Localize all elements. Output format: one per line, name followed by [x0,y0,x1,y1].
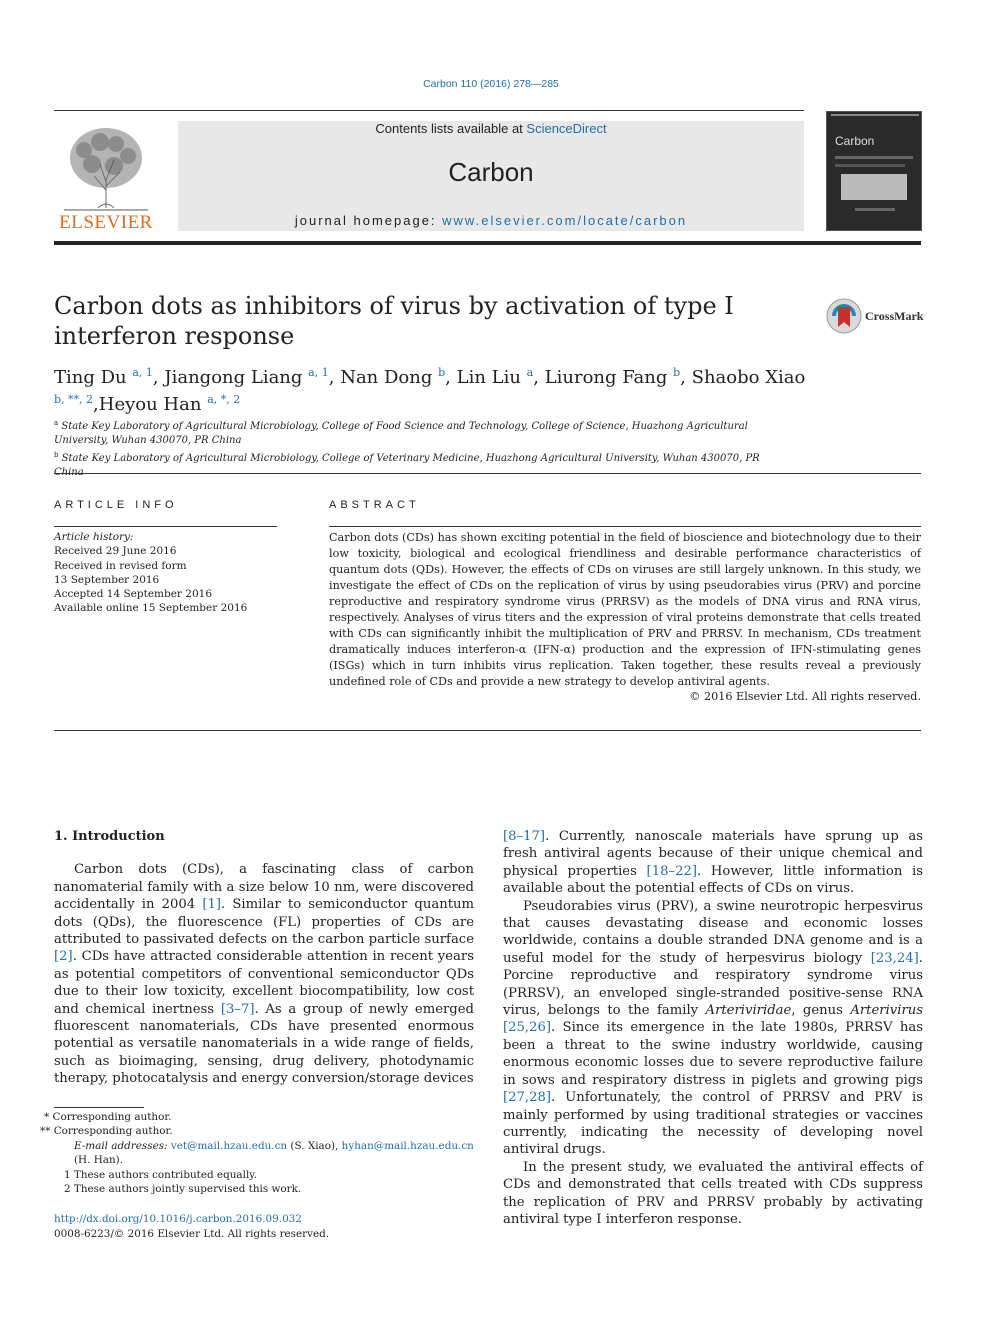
elsevier-wordmark: ELSEVIER [59,212,153,233]
history-line: 13 September 2016 [54,573,160,586]
text-run: . Porcine reproductive and respiratory syndrome virus (PRRSV), an enveloped single-stranded positive-sense RNA virus, belongs to the family [503,950,923,1019]
footnote-corresponding-1: * Corresponding author. [44,1111,172,1123]
reference-link[interactable]: [23,24] [870,950,919,966]
footnote-corresponding-2: ** Corresponding author. [40,1125,173,1138]
footnote-equal-contribution: 1 These authors contributed equally. [64,1168,258,1181]
author-separator: , [152,367,165,388]
footnote-joint-supervision: 2 These authors jointly supervised this work. [64,1183,302,1196]
text-run: . As a group of newly emerged fluorescent nanomaterials, CDs have presented enormous potential as versatile nanomaterials in a wide range of fields, such as bioimaging, sensing, drug delivery, photodynamic therapy, photocatalysis and energy conversion/storage devices [54,1001,474,1087]
reference-link[interactable]: [27,28] [503,1090,552,1106]
intro-paragraph-2 [503,898,923,1159]
cover-title: Carbon [835,134,875,148]
author-affiliation-marks[interactable]: a [526,366,534,379]
author-separator: , [328,367,341,388]
homepage-prefix: journal homepage: [294,213,443,228]
author-name: Lin Liu [456,367,521,388]
header-top-rule [54,110,804,111]
author-affiliation-marks[interactable]: b, **, 2 [54,393,94,406]
footnotes [40,1110,474,1196]
text-run: . Unfortunately, the control of PRRSV and PRV is mainly performed by using traditional strategies or vaccines currently, indicating the necessity of developing novel antiviral drugs. [503,1090,923,1158]
article-info-rule [54,526,277,527]
article-info-heading: ARTICLE INFO [54,499,178,511]
affiliation-text: State Key Laboratory of Agricultural Microbiology, College of Veterinary Medicine, Huazhong Agricultural University, Wuhan 430070, PR [61,453,760,464]
body-column-left [54,828,474,1088]
text-run: . CDs have attracted considerable attention in recent years as potential competitors of conventional semiconductor QDs due to their low toxicity, excellent biocompatibility, low cost and chemical inertness [54,949,474,1017]
article-history [54,530,284,616]
reference-link[interactable]: [1] [202,897,222,913]
reference-link[interactable]: [8–17] [503,829,546,844]
history-title: Article history: [54,531,134,543]
author-separator: , [533,367,545,388]
affiliation-mark: a [54,419,59,427]
abstract-rule [329,526,921,527]
journal-cover-thumbnail[interactable] [826,111,922,231]
affiliation-mark: b [54,451,59,459]
affiliation [54,448,774,480]
text-run: . Currently, nanoscale materials have sprung up as fresh antiviral agents because of their unique chemical and physical properties [503,829,923,879]
abstract-heading: ABSTRACT [329,499,420,511]
author-affiliation-marks[interactable]: b [438,366,446,379]
author-affiliation-marks[interactable]: a, *, 2 [207,393,241,406]
italic-term: Arterivirus [850,1003,924,1019]
history-line: Accepted 14 September 2016 [54,588,213,601]
author-name: Ting Du [54,367,127,388]
journal-name: Carbon [448,157,534,187]
text-run: Pseudorabies virus (PRV), a swine neurotropic herpesvirus that causes devastating disease and economic losses worldwide, contains a double stranded DNA genome and is a useful model for the study of herpesvirus biology [503,898,923,966]
abstract-copyright: © 2016 Elsevier Ltd. All rights reserved. [689,690,921,703]
text-run: In the present study, we evaluated the antiviral effects of CDs and demonstrated that cells treated with CDs suppress the replication of PRV and PRRSV probably by activating antiviral type I interferon response. [503,1159,923,1227]
author-name: Jiangong Liang [164,367,303,388]
reference-link[interactable]: [25,26] [503,1020,552,1036]
text-run: . Since its emergence in the late 1980s, PRRSV has been a threat to the swine industry worldwide, causing enormous economic losses due to severe reproductive failure in sows and respiratory distress in piglets and growing pigs [503,1020,923,1088]
author-name: Shaobo Xiao [691,367,806,388]
email-owner-xiao: (S. Xiao), [287,1139,342,1152]
author-name: Liurong Fang [544,367,668,388]
crossmark-badge[interactable] [826,297,926,337]
affiliations [54,416,774,480]
article-title: Carbon dots as inhibitors of virus by activation of type I interferon response [54,292,734,350]
author-name: Heyou Han [98,394,202,415]
header-bottom-rule [54,241,921,245]
crossmark-icon [826,297,862,335]
doi-link[interactable]: http://dx.doi.org/10.1016/j.carbon.2016.09.032 [54,1213,302,1225]
author-affiliation-marks[interactable]: b [673,366,681,379]
affiliation [54,416,774,448]
crossmark-label: CrossMark [865,309,924,323]
text-run: . However, little information is available about the potential effects of CDs on virus. [503,863,923,897]
italic-term: Arteriviridae [705,1003,792,1019]
intro-paragraph-3 [503,1159,923,1229]
history-line: Received 29 June 2016 [54,545,177,558]
reference-link[interactable]: [18–22] [646,863,697,879]
journal-citation[interactable]: Carbon 110 (2016) 278—285 [423,78,559,90]
reference-link[interactable]: [3–7] [220,1001,255,1017]
footnote-emails [54,1139,474,1168]
reference-link[interactable]: [2] [54,949,73,965]
history-line: Received in revised form [54,559,187,572]
author-separator: , [680,367,692,388]
author-list [54,362,814,416]
affiliation-text: State Key Laboratory of Agricultural Microbiology, College of Food Science and Technology, College of Science, Huazhong Agricultural University, Wuhan 430070, PR China [54,421,748,446]
homepage-link[interactable]: www.elsevier.com/locate/carbon [442,213,688,228]
contents-prefix: Contents lists available at [375,121,527,136]
author-separator: , [93,394,99,415]
sciencedirect-link[interactable]: ScienceDirect [526,121,607,136]
journal-homepage [178,213,804,228]
author-affiliation-marks[interactable]: a, 1 [132,366,153,379]
doi-block [54,1212,474,1242]
issn-copyright: 0008-6223/© 2016 Elsevier Ltd. All rights reserved. [54,1228,330,1240]
author-name: Nan Dong [340,367,433,388]
footnote-rule [54,1107,144,1108]
text-run: . Similar to semiconductor quantum dots (QDs), the fluorescence (FL) properties of CDs are attributed to passivated defects on the carbon particle surface [54,897,474,948]
text-run: , genus [791,1003,851,1019]
body-column-right [503,828,923,1228]
abstract-text: Carbon dots (CDs) has shown exciting potential in the field of bioscience and biotechnology due to their low toxicity, biological and ecological friendliness and desirable performance characteristics of quantum dots (QDs). However, the effects of CDs on viruses are still largely unknown. In this study, we investigate the effect of CDs on the replication of virus by using pseudorabies virus (PRV) and porcine reproductive and respiratory syndrome virus (PRRSV) as the models of DNA virus and RNA virus, respectively. Analyses of virus titers and the expression of viral proteins demonstrate that cells treated with CDs can significantly inhibit the multiplication of PRV and PRRSV. In mechanism, CDs treatment dramatically induces interferon-α (IFN-α) production and the expression of IFN-stimulating genes (ISGs) which in turn inhibits virus replication. Taken together, these results reveal a previously undefined role of CDs and provide a new strategy to develop antiviral agents. [329,531,921,688]
intro-paragraph-1 [54,861,474,1087]
history-line: Available online 15 September 2016 [54,602,248,615]
email-link-xiao[interactable]: vet@mail.hzau.edu.cn [170,1139,288,1152]
email-link-han[interactable]: hyhan@mail.hzau.edu.cn [341,1139,474,1152]
author-separator: , [445,367,457,388]
contents-line [178,121,804,136]
abstract-bottom-rule [54,730,921,731]
intro-paragraph-1-continued [503,828,923,898]
author-affiliation-marks[interactable]: a, 1 [308,366,329,379]
email-owner-han: (H. Han). [74,1154,124,1167]
email-label: E-mail addresses: [74,1139,168,1152]
affiliation-rule [54,473,921,474]
text-run: Carbon dots (CDs), a fascinating class of carbon nanomaterial family with a size below 10 nm, were discovered accidentally in 2004 [54,862,474,913]
section-heading-introduction: 1. Introduction [54,829,165,844]
